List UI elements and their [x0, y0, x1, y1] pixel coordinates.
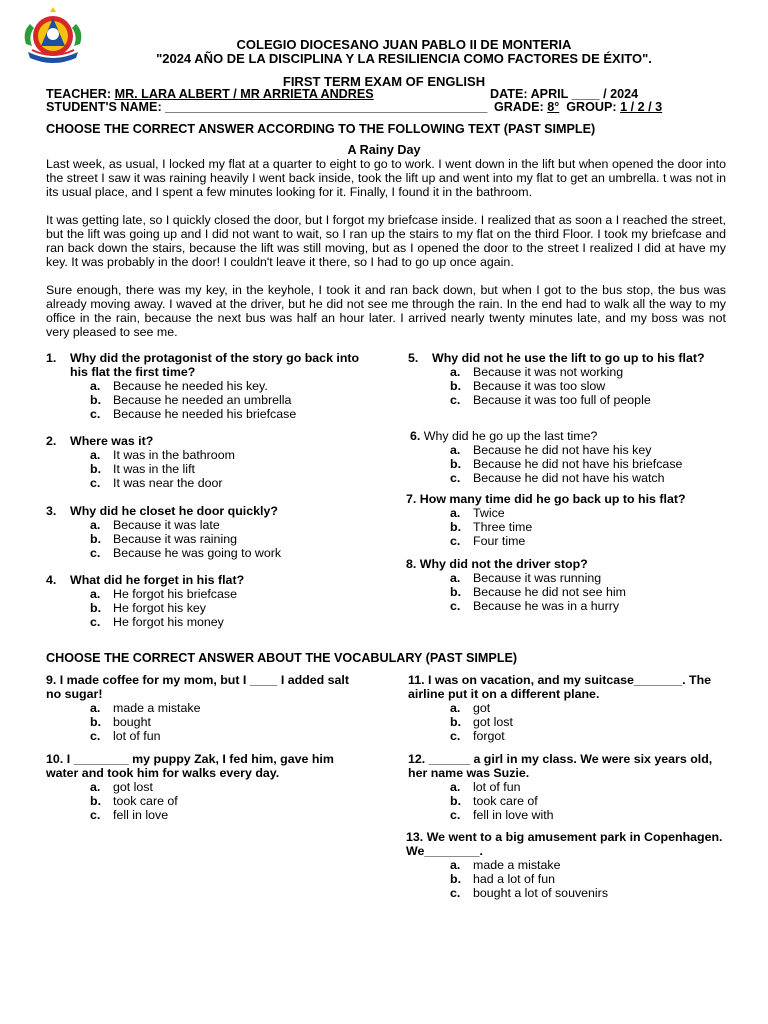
teacher-value: MR. LARA ALBERT / MR ARRIETA ANDRES — [114, 87, 374, 101]
option-a[interactable]: a. Because it was late — [90, 518, 220, 532]
grade-value: 8° — [547, 100, 560, 114]
option-c[interactable]: c. lot of fun — [90, 729, 161, 743]
question-text: What did he forget in his flat? — [70, 573, 245, 587]
story-paragraph: Last week, as usual, I locked my flat at a quarter to eight to go to work. I went down in the lift but when opened the door into the street I saw it was raining heavily I went back inside, took the lift up and went into my flat to get an umbrella. t was not in its usual place, and I spent a few minutes looking for it. Finally, I found it in the bathroom. — [46, 157, 726, 199]
question-number: 4. — [46, 573, 57, 587]
question-number: 11. — [408, 673, 425, 687]
story-paragraph: Sure enough, there was my key, in the keyhole, I took it and ran back down, but when I got to the bus stop, the bus was already moving away. I waved at the driver, but he did not see me through the rain. In the end had to walk all the way to my office in the rain, because the next bus was half an hour later. I arrived nearly twenty minutes late, and my boss was not very pleased to see me. — [46, 283, 726, 339]
question-number: 10. — [46, 752, 64, 766]
question-text: ______ a girl in my class. We were six years old, her name was Suzie. — [408, 752, 713, 780]
option-c[interactable]: c. He forgot his money — [90, 615, 224, 629]
option-a[interactable]: a. made a mistake — [450, 858, 561, 872]
grade-label: GRADE: — [494, 100, 544, 114]
question-2 — [46, 434, 376, 490]
student-name-line: STUDENT'S NAME: ______________________________________________ — [46, 100, 488, 114]
section2-instruction: CHOOSE THE CORRECT ANSWER ABOUT THE VOCABULARY (PAST SIMPLE) — [46, 651, 518, 665]
option-c[interactable]: c. It was near the door — [90, 476, 223, 490]
question-11 — [408, 673, 726, 743]
group-value: 1 / 2 / 3 — [620, 100, 663, 114]
question-text: Where was it? — [70, 434, 154, 448]
question-number: 13. — [406, 830, 424, 844]
question-7 — [406, 492, 726, 548]
option-a[interactable]: a. Twice — [450, 506, 505, 520]
story-title: A Rainy Day — [347, 143, 421, 157]
question-12 — [408, 752, 726, 822]
option-b[interactable]: b. took care of — [90, 794, 178, 808]
option-a[interactable]: a. Because it was not working — [450, 365, 624, 379]
question-text: I ________ my puppy Zak, I fed him, gave him water and took him for walks every day. — [46, 752, 334, 780]
section1-instruction: CHOOSE THE CORRECT ANSWER ACCORDING TO THE FOLLOWING TEXT (PAST SIMPLE) — [46, 122, 596, 136]
question-number: 8. — [406, 557, 417, 571]
question-number: 7. — [406, 492, 417, 506]
question-text: I was on vacation, and my suitcase_______. The airline put it on a different plane. — [408, 673, 712, 701]
option-b[interactable]: b. had a lot of fun — [450, 872, 555, 886]
question-6 — [410, 429, 730, 485]
question-text: Why did not the driver stop? — [419, 557, 588, 571]
option-a[interactable]: a. got lost — [90, 780, 153, 794]
option-b[interactable]: b. He forgot his key — [90, 601, 206, 615]
question-number: 5. — [408, 351, 419, 365]
option-c[interactable]: c. bought a lot of souvenirs — [450, 886, 609, 900]
option-a[interactable]: a. It was in the bathroom — [90, 448, 235, 462]
option-c[interactable]: c. Because he needed his briefcase — [90, 407, 297, 421]
option-c[interactable]: c. Because he was in a hurry — [450, 599, 620, 613]
teacher-label: TEACHER: — [46, 87, 112, 101]
question-8 — [406, 557, 726, 613]
exam-title: FIRST TERM EXAM OF ENGLISH — [282, 74, 486, 89]
option-a[interactable]: a. Because he did not have his key — [450, 443, 652, 457]
option-a[interactable]: a. He forgot his briefcase — [90, 587, 237, 601]
option-b[interactable]: b. Because it was too slow — [450, 379, 606, 393]
option-b[interactable]: b. Because he did not have his briefcase — [450, 457, 683, 471]
option-b[interactable]: b. took care of — [450, 794, 538, 808]
question-text: Why did he closet he door quickly? — [70, 504, 278, 518]
question-text: We went to a big amusement park in Copenhagen. We________. — [406, 830, 723, 858]
option-c[interactable]: c. Four time — [450, 534, 526, 548]
option-a[interactable]: a. got — [450, 701, 491, 715]
question-number: 1. — [46, 351, 57, 365]
school-name: COLEGIO DIOCESANO JUAN PABLO II DE MONTERIA — [236, 37, 572, 52]
question-number: 9. — [46, 673, 57, 687]
question-number: 6. — [410, 429, 421, 443]
question-9 — [46, 673, 364, 743]
option-c[interactable]: c. Because he was going to work — [90, 546, 282, 560]
question-number: 12. — [408, 752, 426, 766]
option-a[interactable]: a. Because he needed his key. — [90, 379, 268, 393]
question-text: I made coffee for my mom, but I ____ I added salt no sugar! — [46, 673, 349, 701]
option-b[interactable]: b. bought — [90, 715, 151, 729]
question-13 — [406, 830, 726, 900]
option-b[interactable]: b. Three time — [450, 520, 533, 534]
option-b[interactable]: b. got lost — [450, 715, 513, 729]
option-a[interactable]: a. lot of fun — [450, 780, 521, 794]
date-line: DATE: APRIL ____ / 2024 — [490, 87, 639, 101]
question-text: Why did he go up the last time? — [423, 429, 598, 443]
teacher-line — [46, 87, 374, 101]
option-c[interactable]: c. fell in love with — [450, 808, 554, 822]
option-b[interactable]: b. It was in the lift — [90, 462, 195, 476]
option-a[interactable]: a. made a mistake — [90, 701, 201, 715]
option-c[interactable]: c. fell in love — [90, 808, 169, 822]
group-label: GROUP: — [566, 100, 617, 114]
option-c[interactable]: c. Because it was too full of people — [450, 393, 651, 407]
question-3 — [46, 504, 376, 560]
option-b[interactable]: b. Because it was raining — [90, 532, 237, 546]
question-5 — [408, 351, 728, 407]
question-1 — [46, 351, 376, 421]
question-text: Why did the protagonist of the story go back into his flat the first time? — [70, 351, 360, 379]
option-b[interactable]: b. Because he needed an umbrella — [90, 393, 292, 407]
story-paragraph: It was getting late, so I quickly closed the door, but I forgot my briefcase inside. I realized that as soon a I reached the street, but the lift was going up and I did not want to wait, so I ran up the stairs to my flat on the third Floor. I took my briefcase and ran back down the stairs, because the lift was still moving, but as I opened the door to the street I realized I did at have my key. It was probably in the door! I couldn't leave it there, so I had to go up once again. — [46, 213, 726, 269]
option-b[interactable]: b. Because he did not see him — [450, 585, 626, 599]
question-number: 2. — [46, 434, 57, 448]
question-text: How many time did he go back up to his flat? — [419, 492, 686, 506]
question-4 — [46, 573, 376, 629]
school-motto: "2024 AÑO DE LA DISCIPLINA Y LA RESILIENCIA COMO FACTORES DE ÉXITO". — [156, 51, 652, 66]
question-text: Why did not he use the lift to go up to his flat? — [432, 351, 705, 365]
question-number: 3. — [46, 504, 57, 518]
question-10 — [46, 752, 364, 822]
option-c[interactable]: c. forgot — [450, 729, 505, 743]
option-a[interactable]: a. Because it was running — [450, 571, 602, 585]
grade-group-line — [494, 100, 662, 114]
option-c[interactable]: c. Because he did not have his watch — [450, 471, 665, 485]
